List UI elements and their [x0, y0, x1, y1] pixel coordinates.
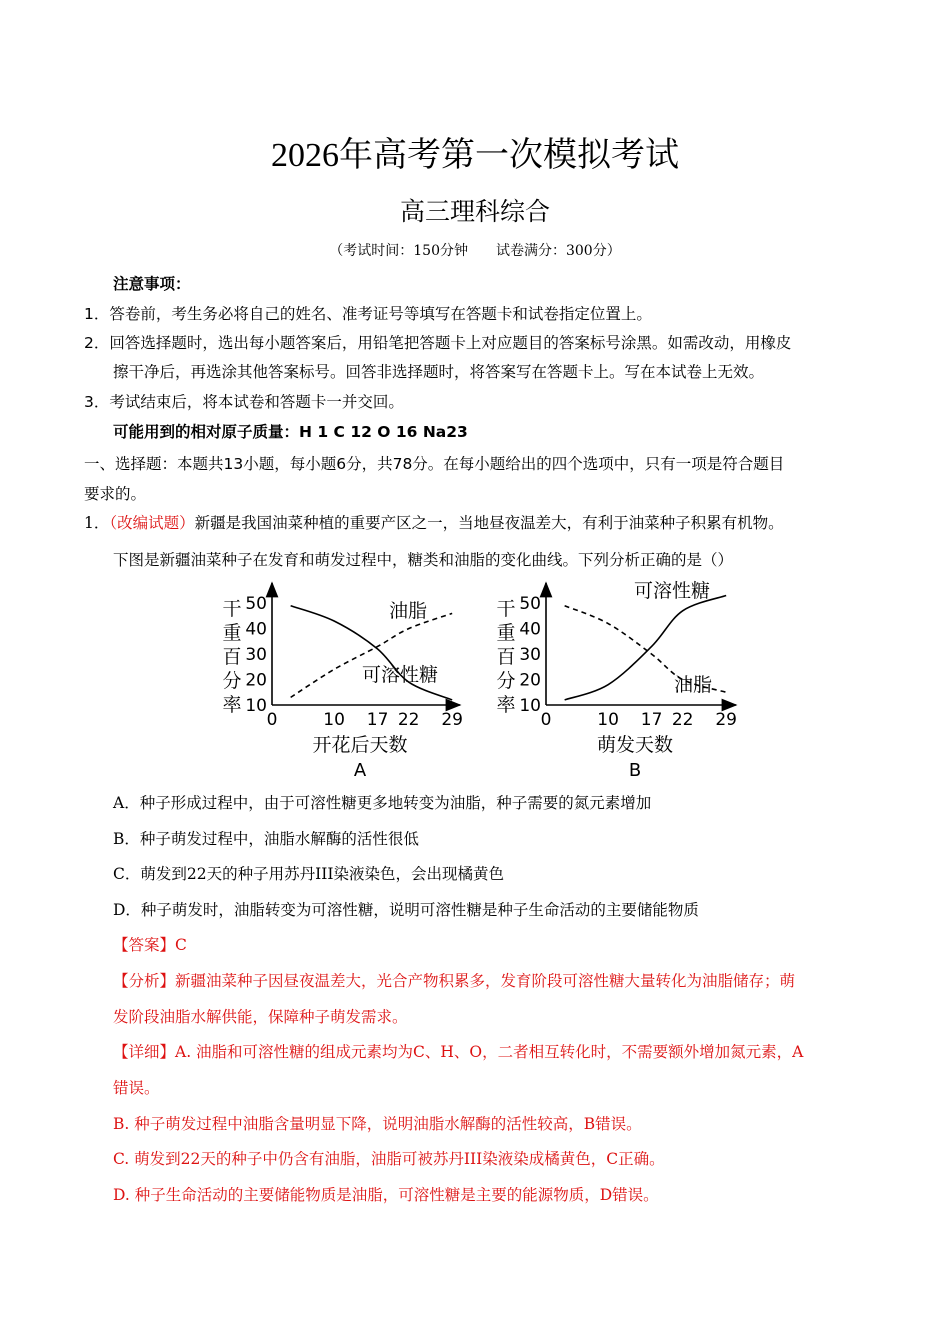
x-tick-label: 29: [441, 710, 463, 730]
y-tick-label: 40: [245, 619, 267, 640]
y-tick-label: 10: [245, 696, 267, 716]
notice-item-2-cont: 擦干净后，再选涂其他答案标号。回答非选择题时，将答案写在答题卡上。写在本试卷上无效。: [113, 363, 765, 381]
analysis-cont: 发阶段油脂水解供能，保障种子萌发需求。: [113, 1008, 408, 1026]
y-tick-label: 20: [245, 670, 267, 691]
section-heading-cont: 要求的。: [84, 485, 147, 503]
question-number: 1．: [84, 514, 110, 532]
notice-item-text: 考试结束后，将本试卷和答题卡一并交回。: [109, 393, 404, 411]
x-tick-label: 17: [640, 710, 663, 730]
panel-label: B: [628, 760, 642, 781]
notice-item-number: 3．: [84, 393, 110, 411]
option-b: B．种子萌发过程中，油脂水解酶的活性很低: [113, 830, 419, 848]
x-axis-label: 萌发天数: [596, 734, 674, 756]
chart-b: [496, 580, 736, 781]
y-tick-label: 30: [519, 645, 541, 666]
notice-item-text: 答卷前，考生务必将自己的姓名、准考证号等填写在答题卡和试卷指定位置上。: [109, 305, 652, 323]
y-axis-label-char: 百: [222, 646, 242, 668]
y-tick-label: 20: [519, 670, 541, 691]
y-axis-label-char: 率: [496, 694, 516, 716]
y-axis-label-char: 重: [496, 622, 516, 644]
page-subtitle: 高三理科综合: [399, 197, 550, 226]
series-label: 可溶性糖: [361, 664, 439, 686]
notice-item-2: [84, 331, 791, 353]
y-axis-label-char: 分: [496, 670, 516, 692]
x-tick-label: 0: [540, 710, 552, 730]
exam-meta: （考试时间：150分钟 试卷满分：300分）: [329, 243, 621, 259]
y-axis-label-char: 重: [222, 622, 242, 644]
y-axis-label-char: 分: [222, 670, 242, 692]
y-axis-label-char: 百: [496, 646, 516, 668]
detail-d: D. 种子生命活动的主要储能物质是油脂，可溶性糖是主要的能源物质，D错误。: [113, 1186, 659, 1204]
x-tick-label: 10: [597, 710, 619, 730]
y-tick-label: 50: [245, 594, 267, 615]
detail: 【详细】A. 油脂和可溶性糖的组成元素均为C、H、O，二者相互转化时，不需要额外增加氮元素，A: [113, 1043, 804, 1061]
panel-label: A: [353, 760, 367, 781]
notice-item-number: 1．: [84, 305, 110, 323]
notice-item-3: [84, 390, 404, 412]
notice-item-1: [84, 302, 652, 324]
x-tick-label: 10: [323, 710, 345, 730]
notice-heading: 注意事项：: [113, 275, 191, 293]
question-tag: （改编试题）: [109, 514, 195, 532]
chart-a: [222, 583, 462, 781]
x-tick-label: 17: [366, 710, 389, 730]
y-tick-label: 10: [519, 696, 541, 716]
question-1-stem: [84, 511, 784, 533]
question-1-stem-cont: 下图是新疆油菜种子在发育和萌发过程中，糖类和油脂的变化曲线。下列分析正确的是（）: [113, 551, 734, 569]
notice-item-text: 回答选择题时，选出每小题答案后，用铅笔把答题卡上对应题目的答案标号涂黑。如需改动，用橡皮: [109, 334, 792, 352]
x-tick-label: 29: [715, 710, 737, 730]
series-label: 可溶性糖: [633, 580, 711, 602]
x-axis-label: 开花后天数: [312, 734, 408, 756]
option-c: C．萌发到22天的种子用苏丹III染液染色，会出现橘黄色: [113, 865, 504, 883]
x-tick-label: 0: [266, 710, 278, 730]
section-heading: 一、选择题：本题共13小题，每小题6分，共78分。在每小题给出的四个选项中，只有一项是符合题目: [84, 455, 785, 473]
y-axis-label-char: 干: [496, 598, 516, 620]
figure-charts: [210, 575, 750, 785]
analysis: 【分析】新疆油菜种子因昼夜温差大，光合产物积累多，发育阶段可溶性糖大量转化为油脂储存；萌: [113, 972, 796, 990]
detail-c: C. 萌发到22天的种子中仍含有油脂，油脂可被苏丹III染液染成橘黄色，C正确。: [113, 1150, 665, 1168]
page-title: 2026年高考第一次模拟考试: [271, 137, 679, 174]
detail-cont: 错误。: [113, 1079, 160, 1097]
x-tick-label: 22: [671, 710, 694, 730]
y-axis-label-char: 率: [222, 694, 242, 716]
notice-item-number: 2．: [84, 334, 110, 352]
answer: 【答案】C: [113, 936, 187, 954]
detail-b: B. 种子萌发过程中油脂含量明显下降，说明油脂水解酶的活性较高，B错误。: [113, 1115, 642, 1133]
y-axis-label-char: 干: [222, 598, 242, 620]
series-label: 油脂: [673, 674, 713, 696]
atomic-mass: 可能用到的相对原子质量：H 1 C 12 O 16 Na23: [113, 423, 468, 441]
option-a: A．种子形成过程中，由于可溶性糖更多地转变为油脂，种子需要的氮元素增加: [113, 794, 652, 812]
series-label: 油脂: [388, 600, 428, 622]
y-tick-label: 40: [519, 619, 541, 640]
question-stem-text: 新疆是我国油菜种植的重要产区之一，当地昼夜温差大，有利于油菜种子积累有机物。: [194, 514, 784, 532]
y-tick-label: 50: [519, 594, 541, 615]
y-tick-label: 30: [245, 645, 267, 666]
x-tick-label: 22: [397, 710, 420, 730]
option-d: D．种子萌发时，油脂转变为可溶性糖，说明可溶性糖是种子生命活动的主要储能物质: [113, 901, 699, 919]
